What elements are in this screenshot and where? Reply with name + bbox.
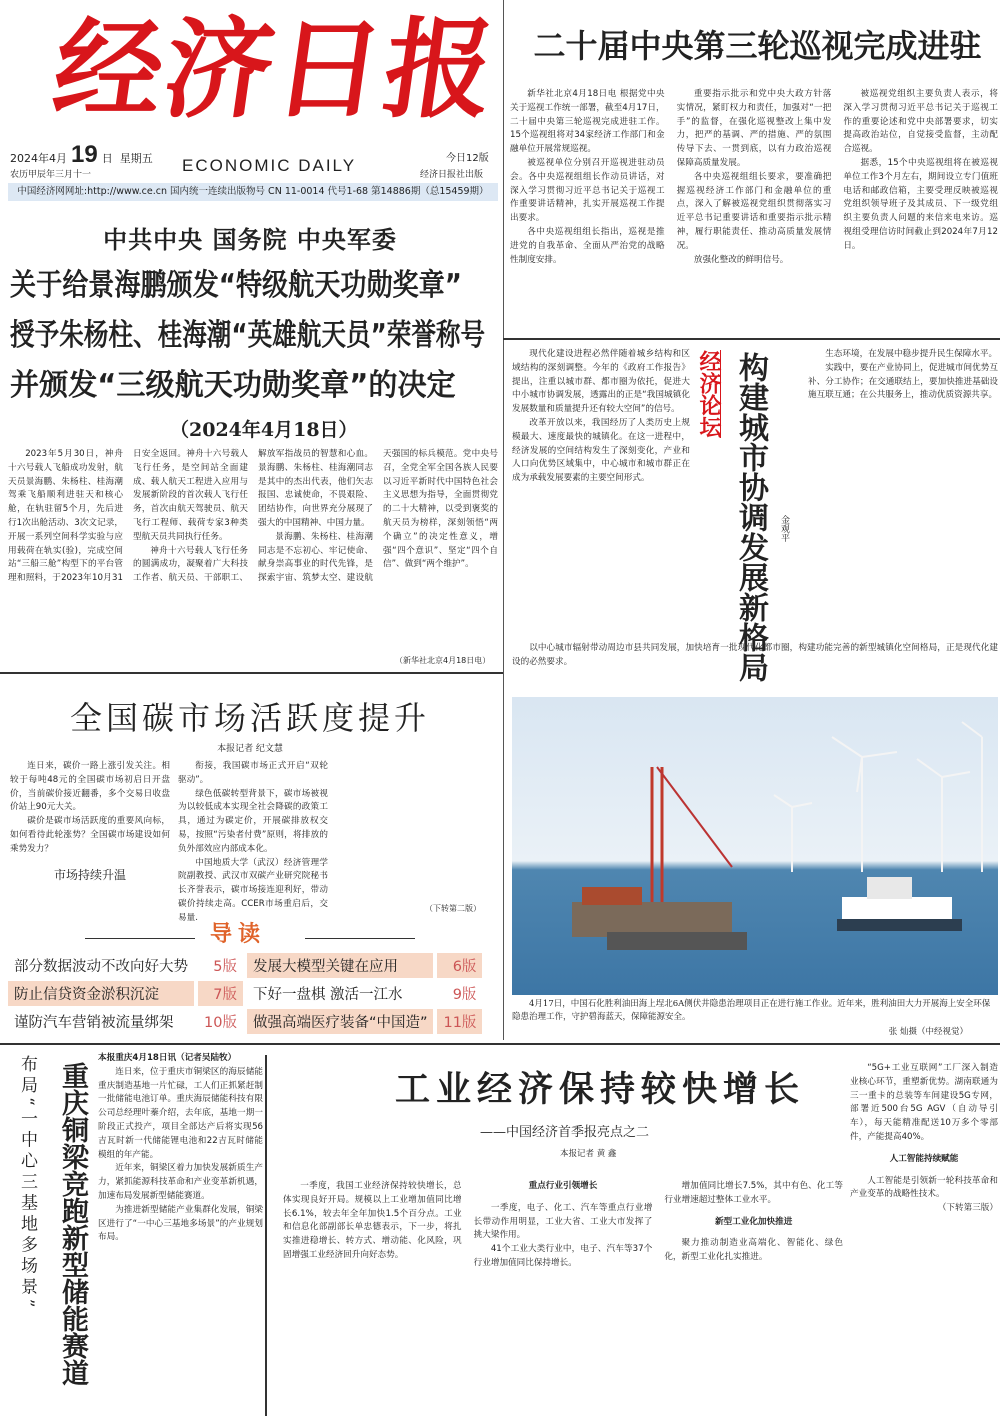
paragraph: 2023年5月30日，神舟十六号载人飞船成功发射，航天员景海鹏、朱杨柱、桂海潮驾乘飞船顺利进驻天和核心舱，在轨驻留5个月，先后进行1次出舱活动、3次文记录，开展一系列空间科学实验与应用载荷在轨实(验)，完成空间站“三船三舱”构型下的平台管理和照料，于2023年10月31日安全返回。神舟十六号载人飞行任务，是空间站全面建成、载人航天工程进入应用与发展新阶段的首次载人飞行任务，首次由航天驾驶员、航天飞行工程师、载荷专家3种类型航天员共同执行任务。 [8,449,248,584]
page-ref: 5版 [213,959,237,975]
subheading: 新型工业化加快推进 [714,1216,793,1227]
carbon-title: 全国碳市场活跃度提升 [69,699,430,737]
paragraph: 为推进新型储能产业集群化发展，铜梁区进行了“一中心三基地多场景”的产业规划布局。 [98,1204,263,1243]
inspection-body [510,88,998,333]
page-count: 今日12版 [446,153,489,164]
paragraph: 据悉，15个中央巡视组将在被巡视单位工作3个月左右，期间设立专门值班电话和邮政信箱，主要受理反映被巡视党组织领导班子及其成员、下一级党组织主要负责人问题的来信来电来访。巡视组受理信访时间截止到2024年7月12日。 [843,157,998,251]
paragraph: 景海鹏、朱杨柱、桂海潮同志是不忘初心、牢记使命、献身崇高事业的时代先锋，是探索宇宙、筑梦太空、建设航天强国的标兵模范。党中央号召，全党全军全国各族人民要以习近平新时代中国特色社会主义思想为指导，全面贯彻党的二十大精神，以受到褒奖的航天员为榜样，深刻领悟“两个确立”的决定性意义，增强“四个意识”、坚定“四个自信”、做到“两个维护”。 [258,449,498,584]
forum-author: 金观平 [779,515,789,542]
paragraph: 一季度，我国工业经济保持较快增长，总体实现良好开局。规模以上工业增加值同比增长6.1%，较去年全年加快1.5个百分点。工业和信息化部副部长单忠德表示，下一步，将扎实推进稳增长、转方式、增动能、化风险，巩固增强工业经济回升向好态势。 [283,1181,462,1260]
chongqing-kicker: 布局“一中心三基地多场景” [17,1055,37,1312]
date-day: 19 [71,141,98,168]
subheading: 人工智能持续赋能 [889,1153,959,1164]
lunar-date: 农历甲辰年三月十一 [10,170,92,180]
continued-note: （下转第三版） [937,1203,998,1214]
paragraph: 重要指示批示和党中央大政方针落实情况，紧盯权力和责任，加强对“一把手”的监督，在强化巡视整改上集中发力，把严的基调、严的措施、严的氛围传导下去、一贯到底，以有力政治巡视保障高质量发展。 [676,89,832,168]
guide-item[interactable]: 发展大模型关键在应用 [247,953,434,978]
lead-title-line: 关于给景海鹏颁发“特级航天功勋奖章” [10,268,462,303]
guide-item[interactable]: 部分数据波动不改向好大势 [14,959,188,975]
divider [0,672,503,674]
page-ref: 10版 [204,1015,237,1031]
paragraph: 各中央巡视组组长要求，要准确把握巡视经济工作部门和金融单位的重点，深入了解被巡视党组织贯彻落实习近平总书记重要讲话和重要指示批示精神，履行职能责任、推动高质量发展情况。 [676,171,832,251]
photo-scene [512,697,998,995]
paragraph: 各中央巡视组组长指出，巡视是推进党的自我革命、全面从严治党的战略性制度安排。 [510,226,665,265]
divider [265,1055,267,1416]
dateline: 本报重庆4月18日讯（记者吴陆牧） [98,1053,237,1063]
paragraph: 中国地质大学（武汉）经济管理学院副教授、武汉市双碳产业研究院秘书长齐誉表示，碳市场接连迎利好，带动碳价持续走高。CCER市场重启后，交易量. [178,857,328,923]
paragraph: 放强化整改的鲜明信号。 [693,254,789,265]
guide-title: 导读 [210,922,267,947]
paragraph: 改革开放以来，我国经历了人类历史上规模最大、速度最快的城镇化。在这一进程中，经济发展的空间结构发生了深刻变化，产业和人口向优势区域集中，中心城市和城市群正在成为承载发展要素的主要空间形式。 [512,417,690,484]
carbon-col-1 [10,760,170,910]
paragraph: 聚力推动制造业高端化、智能化、绿色化，新型工业化扎实推进。 [664,1238,843,1263]
photo-credit: 张 灿摄（中经视觉） [888,1027,968,1037]
paragraph: 连日来，位于重庆市铜梁区的海辰储能重庆制造基地一片忙碌，工人们正抓紧赶制一批储能电池订单。重庆海辰储能科技有限公司总经理叶蓁介绍，去年底，基地一期一阶段正式投产，项目全部达产后将实现56吉瓦时新一代储能锂电池和22吉瓦时储能模组的年产能。 [98,1066,263,1160]
photo-caption: 4月17日，中国石化胜利油田海上埕北6A侧伏井隐患治理项目正在进行施工作业。近年来，胜利油田大力开展海上安全环保隐患治理工作，守护碧海蓝天，保障能源安全。 [512,999,991,1022]
paragraph: 人工智能是引领新一轮科技革命和产业变革的战略性技术。 [850,1175,998,1200]
lead-body [8,448,498,648]
offshore-platform-photo [512,697,998,995]
paragraph: 绿色低碳转型背景下，碳市场被视为以较低成本实现全社会降碳的政策工具，通过为碳定价，开展碳排放权交易，按照“污染者付费”原则，将排放的负外部效应内部成本化。 [178,788,328,854]
paragraph: 新华社北京4月18日电 根据党中央关于巡视工作统一部署，截至4月17日，二十届中央第三轮巡视完成进驻工作。15个巡视组将对34家经济工作部门和金融单位开展常规巡视。 [510,89,665,155]
lead-title-line: 并颁发“三级航天功勋奖章”的决定 [10,368,456,403]
guide-item[interactable]: 谨防汽车营销被流量绑架 [14,1015,174,1031]
industry-subtitle: ——中国经济首季报亮点之二 [480,1125,650,1140]
divider [305,938,415,939]
masthead-logo: 经济日报 [46,7,504,133]
lead-kicker: 中共中央 国务院 中央军委 [103,225,397,254]
info-bar: 中国经济网网址:http://www.ce.cn 国内统一连续出版物号 CN 11-0014 代号1-68 第14886期（总15459期） [8,183,498,201]
lead-date: （2024年4月18日） [170,419,358,441]
guide-item[interactable]: 防止信贷资金淤积沉淀 [8,981,194,1006]
guide-item[interactable]: 做强高端医疗装备“中国造” [247,1009,434,1034]
paragraph: 衔接，我国碳市场正式开启“双轮驱动”。 [178,761,328,785]
chongqing-title: 重庆铜梁竞跑新型储能赛道 [57,1062,88,1386]
paragraph: “5G+工业互联网”工厂深入制造业核心环节，重塑新优势。湖南联通为三一重卡的总装等车间建设5G专网，部署近500台5G AGV（自动导引车），每天能精准配送10万多个零部件，产能提高40%。 [850,1063,998,1142]
publisher: 经济日报社出版 [420,170,484,180]
paragraph: 实践中，要在产业协同上，促进城市间优势互补、分工协作；在交通联结上，要加快推进基础设施互联互通；在公共服务上，推动优质资源共享。 [808,362,998,401]
paragraph: 以中心城市辐射带动周边市县共同发展，加快培育一批现代化都市圈，构建功能完善的新型城镇化空间格局，正是现代化建设的必然要求。 [512,643,998,667]
divider [0,1043,1000,1045]
date-month: 2024年4月 [10,152,67,165]
paragraph: 41个工业大类行业中，电子、汽车等37个行业增加值同比保持增长。 [473,1244,653,1268]
chongqing-body [98,1052,263,1412]
divider [85,938,195,939]
paragraph: 连日来，碳价一路上涨引发关注。相较于每吨48元的全国碳市场初启日开盘价，当前碳价接近翻番，多个交易日收盘价站上90元大关。 [10,761,170,813]
carbon-col-2 [178,760,328,923]
carbon-continued: （下转第二版） [425,904,481,913]
paragraph: 一季度，电子、化工、汽车等重点行业增长带动作用明显，工业大省、工业大市发挥了挑大梁作用。 [473,1202,653,1241]
page-ref: 11版 [437,1009,482,1034]
industry-body [283,1180,843,1412]
guide-table [4,950,486,1037]
industry-title: 工业经济保持较快增长 [394,1070,805,1110]
inspection-title: 二十届中央第三轮巡视完成进驻 [533,27,982,65]
lead-title-line: 授予朱杨柱、桂海潮“英雄航天员”荣誉称号 [10,318,486,353]
issue-date [10,142,153,168]
forum-body-bottom [512,642,998,686]
paragraph: 被巡视党组织主要负责人表示，将深入学习贯彻习近平总书记关于巡视工作的重要论述和党中央部署要求，切实提高政治站位，自觉接受监督，主动配合巡视。 [843,89,998,155]
subheading: 重点行业引领增长 [528,1181,598,1191]
paragraph: 生态环境，在发展中稳步提升民生保障水平。 [825,349,998,359]
forum-column-label: 经济论坛 [696,350,721,438]
weekday: 星期五 [119,152,153,165]
paragraph: 增加值同比增长7.5%，其中有色、化工等行业增速超过整体工业水平。 [664,1181,843,1205]
forum-body-right [808,348,998,638]
paragraph: 现代化建设进程必然伴随着城乡结构和区域结构的深刻调整。今年的《政府工作报告》提出，注重以城市群、都市圈为依托，促进大中小城市协调发展，透露出的正是“我国城镇化发展数量和质量提升还有较大空间”的信号。 [512,349,690,415]
lead-signoff: （新华社北京4月18日电） [395,656,491,665]
page-ref: 9版 [452,987,477,1003]
carbon-byline: 本报记者 纪文慧 [217,744,283,754]
divider [503,0,504,1040]
english-name: ECONOMIC DAILY [182,156,357,175]
industry-byline: 本报记者 黄 鑫 [560,1149,617,1159]
paragraph: 碳价是碳市场活跃度的重要风向标，如何看待此轮涨势？全国碳市场建设如何乘势发力？ [10,816,170,854]
date-suffix: 日 [101,152,113,165]
paragraph: 神舟十六号载人飞行任务的圆满成功，凝聚着广大科技工作者、航天员、干部职工、解放军指战员的智慧和心血。景海鹏、朱杨柱、桂海潮同志是其中的杰出代表，他们矢志报国、忠诚使命，不畏艰险、团结协作，向世界充分展现了强大的中国精神、中国力量。 [133,449,373,584]
forum-body-left [512,348,690,638]
divider [503,338,1000,340]
industry-right-col [850,1062,998,1412]
guide-item[interactable]: 下好一盘棋 激活一江水 [252,987,403,1003]
carbon-subheading: 市场持续升温 [53,867,126,882]
page-ref: 6版 [437,953,482,978]
forum-title: 构建城市协调发展新格局 [733,352,768,682]
paragraph: 被巡视单位分别召开巡视进驻动员会。各中央巡视组组长作动员讲话，对深入学习贯彻习近平总书记关于巡视工作重要讲话精神，扎实开展巡视工作提出要求。 [510,157,665,224]
page-ref: 7版 [198,981,243,1006]
paragraph: 近年来，铜梁区着力加快发展新质生产力，紧抓能源科技革命和产业变革新机遇，加速布局发展新型储能赛道。 [98,1163,263,1201]
